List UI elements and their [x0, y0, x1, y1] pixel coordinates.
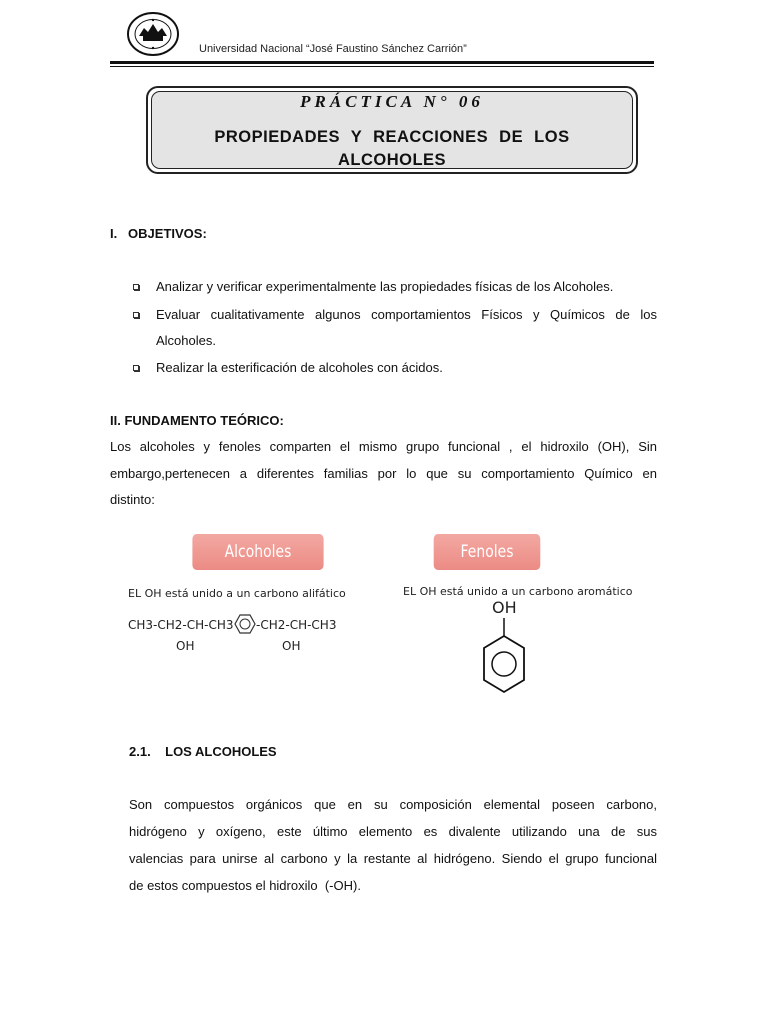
- bullet-icon: [133, 365, 139, 371]
- section-2-1-line-3: valencias para unirse al carbono y la restante al hidrógeno. Siendo el grupo funcional: [129, 851, 657, 866]
- practice-number: PRÁCTICA N° 06: [300, 92, 484, 111]
- alcoholes-banner: Alcoholes: [192, 534, 323, 570]
- benzene-ring-small-icon: [234, 614, 256, 634]
- university-name: Universidad Nacional “José Faustino Sánchez Carrión”: [199, 43, 467, 55]
- fenoles-banner: Fenoles: [434, 534, 541, 570]
- section-2-1-heading: 2.1. LOS ALCOHOLES: [129, 744, 277, 759]
- fundamento-line-3: distinto:: [110, 492, 155, 507]
- formula-butanol: CH3-CH2-CH-CH3: [128, 618, 234, 632]
- objetivo-item-3: Realizar la esterificación de alcoholes con ácidos.: [156, 360, 443, 375]
- bullet-icon: [133, 312, 139, 318]
- fundamento-line-1: Los alcoholes y fenoles comparten el mismo grupo funcional , el hidroxilo (OH), Sin: [110, 439, 657, 454]
- fundamento-heading: II. FUNDAMENTO TEÓRICO:: [110, 413, 284, 428]
- phenol-structure-icon: [480, 618, 528, 700]
- fenoles-caption: EL OH está unido a un carbono aromático: [403, 585, 633, 598]
- practice-title: [190, 126, 594, 172]
- phenol-oh-label: OH: [492, 598, 517, 617]
- section-2-1-line-1: Son compuestos orgánicos que en su composición elemental poseen carbono,: [129, 797, 657, 812]
- alcoholes-caption: EL OH está unido a un carbono alifático: [128, 587, 346, 600]
- header-rule-thick: [110, 61, 654, 64]
- header-rule-thin: [110, 66, 654, 67]
- section-2-1-line-2: hidrógeno y oxígeno, este último elemento es divalente utilizando una de sus: [129, 824, 657, 839]
- formula-phenylpropanol: -CH2-CH-CH3: [256, 618, 337, 632]
- university-seal-icon: [126, 11, 180, 57]
- oh-label-1: OH: [176, 639, 195, 653]
- objetivo-item-1: Analizar y verificar experimentalmente las propiedades físicas de los Alcoholes.: [156, 279, 614, 294]
- title-line-1: PROPIEDADES Y REACCIONES DE LOS: [214, 128, 570, 146]
- section-2-1-line-4: de estos compuestos el hidroxilo (-OH).: [129, 878, 361, 893]
- fundamento-line-2: embargo,pertenecen a diferentes familias por lo que su comportamiento Químico en: [110, 466, 657, 481]
- oh-label-2: OH: [282, 639, 301, 653]
- bullet-icon: [133, 284, 139, 290]
- objetivo-item-2-cont: Alcoholes.: [156, 333, 216, 348]
- objetivos-heading: I. OBJETIVOS:: [110, 226, 207, 241]
- title-line-2: ALCOHOLES: [337, 151, 447, 169]
- objetivo-item-2: Evaluar cualitativamente algunos comportamientos Físicos y Químicos de los: [156, 307, 657, 322]
